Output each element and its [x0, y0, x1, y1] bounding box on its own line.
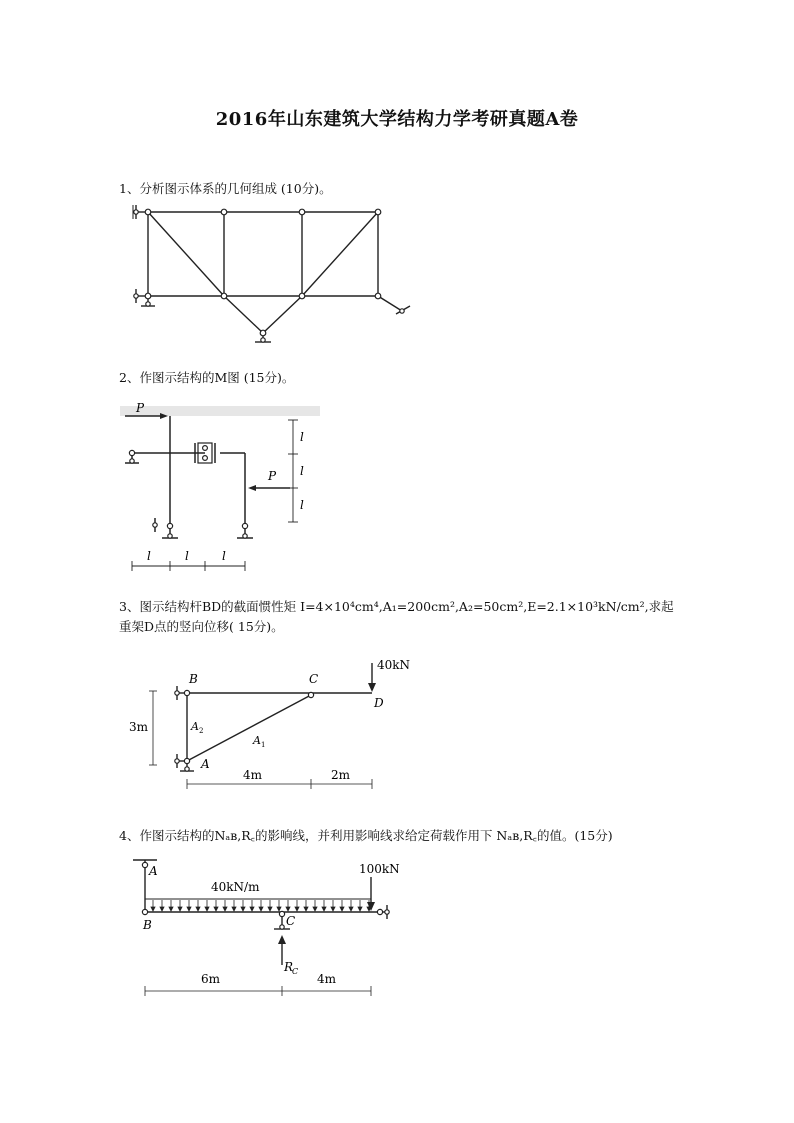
dim-l-1: l: [300, 430, 304, 444]
distributed-load-arrowhead: [286, 907, 290, 911]
member-a2-subscript: 2: [199, 727, 204, 735]
point-b-label: B: [189, 672, 198, 686]
question-1-text: 1、分析图示体系的几何组成 (10分)。: [119, 181, 332, 196]
load-p-right-label: P: [268, 469, 277, 483]
distributed-load-arrowhead: [358, 907, 362, 911]
point-b-label: B: [143, 918, 152, 932]
dim-4m-label: 4m: [317, 972, 337, 986]
distributed-load-arrowhead: [223, 907, 227, 911]
dim-4m-label: 4m: [243, 768, 263, 782]
dim-6m-label: 6m: [201, 972, 221, 986]
distributed-load-arrowhead: [205, 907, 209, 911]
dim-l-6: l: [222, 549, 226, 563]
question-4-beam-figure: [125, 855, 405, 1005]
load-p-top-label: P: [136, 401, 145, 415]
point-c-label: C: [286, 914, 296, 928]
distributed-load-arrowhead: [295, 907, 299, 911]
dim-l-2: l: [300, 464, 304, 478]
distributed-load-arrowhead: [259, 907, 263, 911]
reaction-rc-label: R: [284, 960, 294, 974]
distributed-load-arrowhead: [187, 907, 191, 911]
distributed-load-arrowhead: [196, 907, 200, 911]
load-100kn-label: 100kN: [359, 862, 400, 876]
dim-l-3: l: [300, 498, 304, 512]
distributed-load-arrowhead: [277, 907, 281, 911]
distributed-load-arrowhead: [313, 907, 317, 911]
distributed-load-arrowhead: [322, 907, 326, 911]
distributed-load-arrowhead: [250, 907, 254, 911]
distributed-load-arrowhead: [160, 907, 164, 911]
dim-2m-label: 2m: [331, 768, 351, 782]
dim-3m-label: 3m: [129, 720, 149, 734]
member-a1-label: A: [253, 734, 261, 747]
point-c-label: C: [309, 672, 319, 686]
dim-l-4: l: [147, 549, 151, 563]
distributed-load-arrowhead: [178, 907, 182, 911]
distributed-load-arrowhead: [331, 907, 335, 911]
question-4-text: 4、作图示结构的Nₐʙ,R꜀的影响线，并利用影响线求给定荷载作用下 Nₐʙ,R꜀的值。(15分): [119, 828, 613, 843]
distributed-load-arrowhead: [340, 907, 344, 911]
dim-l-5: l: [185, 549, 189, 563]
distributed-load-arrowhead: [349, 907, 353, 911]
question-2-frame-figure: [120, 400, 360, 575]
question-3-crane-figure: [125, 655, 411, 795]
question-1-truss-figure: [120, 200, 420, 350]
question-3-line-2: 重架D点的竖向位移( 15分)。: [119, 619, 284, 634]
reaction-rc-subscript: C: [292, 967, 299, 976]
distributed-load-label: 40kN/m: [211, 880, 260, 894]
distributed-load-arrowhead: [304, 907, 308, 911]
distributed-load-arrowhead: [214, 907, 218, 911]
distributed-load-arrowhead: [241, 907, 245, 911]
distributed-load-arrowhead: [151, 907, 155, 911]
question-2-text: 2、作图示结构的M图 (15分)。: [119, 370, 295, 385]
member-a2-label: A: [191, 720, 199, 733]
point-d-label: D: [374, 696, 384, 710]
distributed-load-arrowhead: [169, 907, 173, 911]
load-40kn-label: 40kN: [377, 658, 411, 672]
point-a-label: A: [149, 864, 158, 878]
question-3-line-1: 3、图示结构杆BD的截面惯性矩 I=4×10⁴cm⁴,A₁=200cm²,A₂=50cm²,E=2.1×10³kN/cm²,求起: [119, 599, 674, 614]
point-a-label: A: [201, 757, 210, 771]
page-title: 2016年山东建筑大学结构力学考研真题A卷: [215, 109, 579, 130]
distributed-load-arrowhead: [268, 907, 272, 911]
distributed-load-arrowhead: [232, 907, 236, 911]
member-a1-subscript: 1: [261, 741, 266, 749]
